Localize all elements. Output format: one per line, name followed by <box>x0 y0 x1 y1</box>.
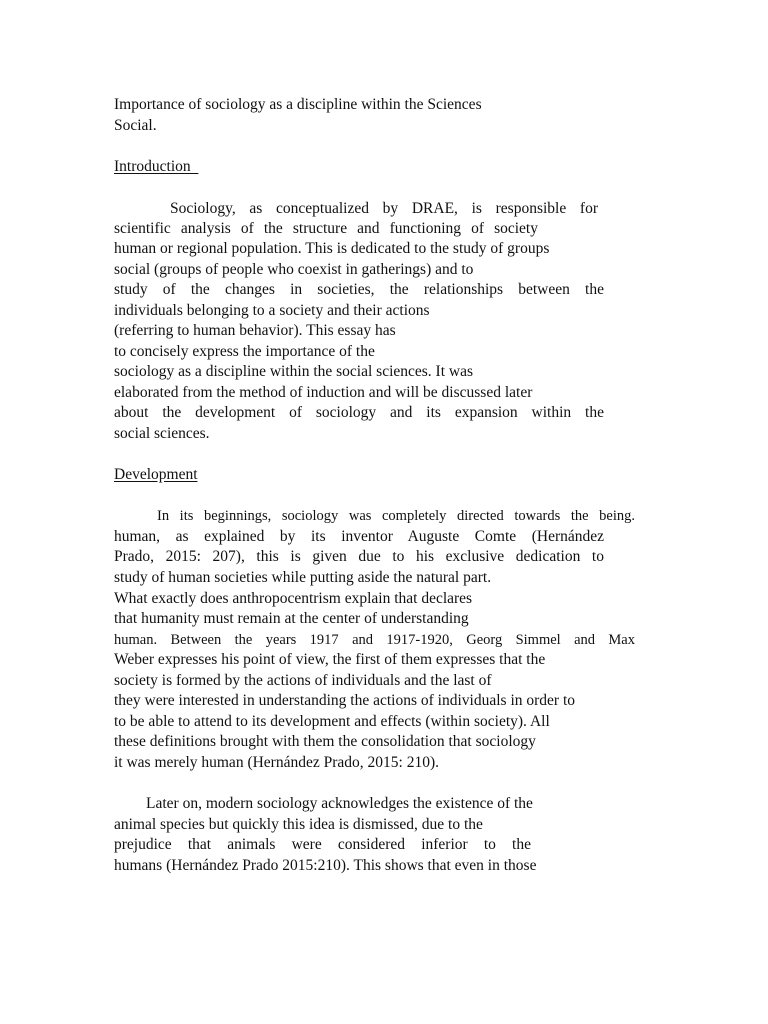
development-line: animal species but quickly this idea is dismissed, due to the <box>114 816 483 833</box>
intro-line: human or regional population. This is dedicated to the study of groups <box>114 240 550 257</box>
section-heading-development: Development <box>114 466 198 483</box>
development-line: it was merely human (Hernández Prado, 2015: 210). <box>114 754 439 771</box>
development-line: humans (Hernández Prado 2015:210). This shows that even in those <box>114 857 537 874</box>
development-line: human. Between the years 1917 and 1917-1920, Georg Simmel and Max <box>114 632 635 648</box>
development-line: to be able to attend to its development and effects (within society). All <box>114 713 550 730</box>
development-line: Prado, 2015: 207), this is given due to his exclusive dedication to <box>114 548 604 565</box>
development-line: Later on, modern sociology acknowledges the existence of the <box>146 795 533 812</box>
development-line: prejudice that animals were considered inferior to the <box>114 836 531 853</box>
development-line: they were interested in understanding the actions of individuals in order to <box>114 692 576 709</box>
intro-line: scientific analysis of the structure and functioning of society <box>114 220 538 237</box>
development-line: that humanity must remain at the center of understanding <box>114 610 469 627</box>
intro-line: sociology as a discipline within the social sciences. It was <box>114 363 473 380</box>
intro-line: to concisely express the importance of the <box>114 343 375 360</box>
intro-line: individuals belonging to a society and their actions <box>114 302 430 319</box>
development-line: In its beginnings, sociology was completely directed towards the being. <box>157 508 635 524</box>
section-heading-introduction: Introduction <box>114 158 199 175</box>
intro-line: Sociology, as conceptualized by DRAE, is responsible for <box>170 200 598 217</box>
document-title-line-1: Importance of sociology as a discipline within the Sciences <box>114 96 482 113</box>
document-title-line-2: Social. <box>114 117 157 134</box>
development-line: Weber expresses his point of view, the first of them expresses that the <box>114 651 546 668</box>
development-line: What exactly does anthropocentrism explain that declares <box>114 590 473 607</box>
intro-line: social (groups of people who coexist in gatherings) and to <box>114 261 474 278</box>
intro-line: elaborated from the method of induction and will be discussed later <box>114 384 533 401</box>
intro-line: social sciences. <box>114 425 210 442</box>
intro-line: about the development of sociology and its expansion within the <box>114 404 604 421</box>
development-line: human, as explained by its inventor Auguste Comte (Hernández <box>114 528 604 545</box>
development-line: these definitions brought with them the consolidation that sociology <box>114 733 536 750</box>
intro-line: study of the changes in societies, the relationships between the <box>114 281 604 298</box>
development-line: study of human societies while putting aside the natural part. <box>114 569 492 586</box>
intro-line: (referring to human behavior). This essay has <box>114 322 396 339</box>
development-line: society is formed by the actions of individuals and the last of <box>114 672 492 689</box>
